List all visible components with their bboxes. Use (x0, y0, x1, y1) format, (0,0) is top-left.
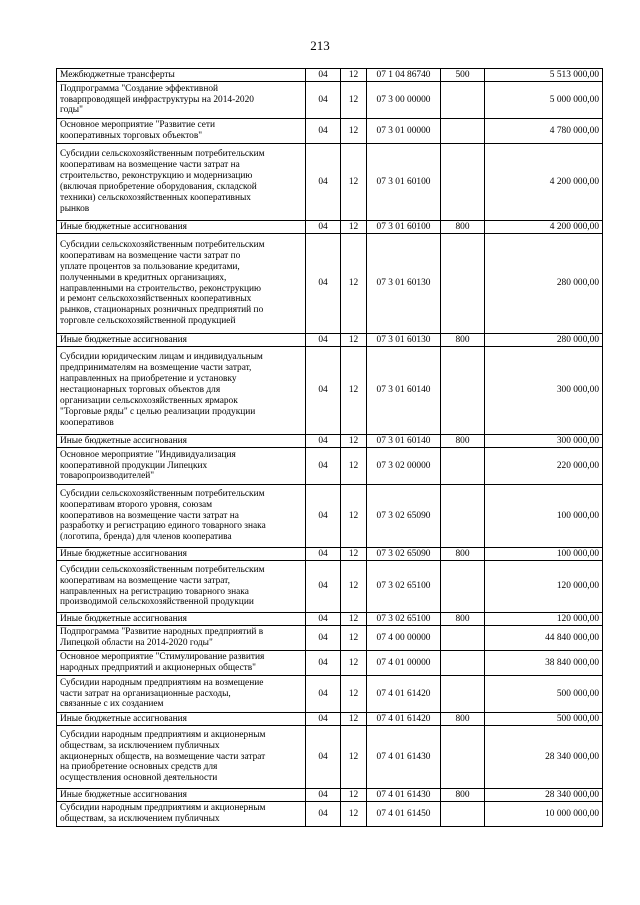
row-target-article-cell: 07 1 04 86740 (367, 69, 441, 82)
row-expense-type-cell (441, 485, 485, 548)
row-sum-cell: 100 000,00 (485, 485, 603, 548)
row-expense-type-cell: 800 (441, 334, 485, 347)
row-sum-cell: 4 200 000,00 (485, 144, 603, 221)
table-row (57, 435, 603, 448)
table-row (57, 626, 603, 651)
row-sum-cell: 220 000,00 (485, 448, 603, 485)
table-row (57, 561, 603, 613)
row-target-article-cell: 07 4 00 00000 (367, 626, 441, 651)
table-row (57, 789, 603, 802)
row-sum-cell: 500 000,00 (485, 676, 603, 713)
row-target-article-cell: 07 3 01 60100 (367, 144, 441, 221)
table-row (57, 613, 603, 626)
row-expense-type-cell: 800 (441, 435, 485, 448)
row-subsection-cell: 12 (341, 234, 367, 334)
row-sum-cell: 10 000 000,00 (485, 802, 603, 827)
row-section-cell: 04 (306, 119, 341, 144)
budget-table-body (57, 69, 603, 827)
table-row (57, 221, 603, 234)
row-subsection-cell: 12 (341, 713, 367, 726)
row-section-cell: 04 (306, 561, 341, 613)
row-expense-type-cell (441, 676, 485, 713)
row-target-article-cell: 07 3 02 65100 (367, 613, 441, 626)
row-target-article-cell: 07 4 01 00000 (367, 651, 441, 676)
table-row (57, 334, 603, 347)
row-name-cell: Субсидии народным предприятиям на возмещение части затрат на организационные расходы, связанные с их созданием (57, 676, 306, 713)
row-subsection-cell: 12 (341, 221, 367, 234)
row-name-cell: Иные бюджетные ассигнования (57, 221, 306, 234)
row-section-cell: 04 (306, 802, 341, 827)
row-subsection-cell: 12 (341, 69, 367, 82)
table-row (57, 119, 603, 144)
row-name-cell: Основное мероприятие "Развитие сети кооперативных торговых объектов" (57, 119, 306, 144)
row-sum-cell: 120 000,00 (485, 561, 603, 613)
row-sum-cell: 280 000,00 (485, 334, 603, 347)
row-section-cell: 04 (306, 435, 341, 448)
row-subsection-cell: 12 (341, 448, 367, 485)
row-expense-type-cell (441, 119, 485, 144)
row-expense-type-cell: 800 (441, 221, 485, 234)
row-name-cell: Субсидии народным предприятиям и акционерным обществам, за исключением публичных (57, 802, 306, 827)
row-expense-type-cell (441, 626, 485, 651)
row-subsection-cell: 12 (341, 802, 367, 827)
row-expense-type-cell (441, 448, 485, 485)
row-subsection-cell: 12 (341, 548, 367, 561)
row-section-cell: 04 (306, 485, 341, 548)
row-section-cell: 04 (306, 82, 341, 119)
row-name-cell: Межбюджетные трансферты (57, 69, 306, 82)
row-name-cell: Иные бюджетные ассигнования (57, 789, 306, 802)
table-row (57, 726, 603, 789)
row-sum-cell: 280 000,00 (485, 234, 603, 334)
row-sum-cell: 28 340 000,00 (485, 789, 603, 802)
row-subsection-cell: 12 (341, 485, 367, 548)
row-section-cell: 04 (306, 626, 341, 651)
row-section-cell: 04 (306, 726, 341, 789)
row-target-article-cell: 07 3 02 00000 (367, 448, 441, 485)
row-section-cell: 04 (306, 676, 341, 713)
row-section-cell: 04 (306, 69, 341, 82)
row-sum-cell: 300 000,00 (485, 435, 603, 448)
row-target-article-cell: 07 3 02 65090 (367, 485, 441, 548)
row-name-cell: Иные бюджетные ассигнования (57, 548, 306, 561)
row-section-cell: 04 (306, 713, 341, 726)
row-target-article-cell: 07 4 01 61430 (367, 726, 441, 789)
page-number: 213 (310, 38, 330, 53)
row-target-article-cell: 07 3 00 00000 (367, 82, 441, 119)
table-row (57, 548, 603, 561)
row-section-cell: 04 (306, 347, 341, 435)
row-name-cell: Иные бюджетные ассигнования (57, 435, 306, 448)
row-subsection-cell: 12 (341, 626, 367, 651)
row-name-cell: Подпрограмма "Создание эффективной товарпроводящей инфраструктуры на 2014-2020 годы" (57, 82, 306, 119)
row-sum-cell: 120 000,00 (485, 613, 603, 626)
row-name-cell: Основное мероприятие "Индивидуализация кооперативной продукции Липецких товаропроизводителей" (57, 448, 306, 485)
row-name-cell: Субсидии юридическим лицам и индивидуальным предпринимателям на возмещение части затрат, направленных на приобретение и установку нестационарных торговых объектов для организации сельскохозяйственных ярмарок "Торговые ряды" с целью реализации продукции кооперативов (57, 347, 306, 435)
row-target-article-cell: 07 3 01 60140 (367, 435, 441, 448)
row-subsection-cell: 12 (341, 676, 367, 713)
row-sum-cell: 5 513 000,00 (485, 69, 603, 82)
row-sum-cell: 4 200 000,00 (485, 221, 603, 234)
row-expense-type-cell: 800 (441, 613, 485, 626)
row-sum-cell: 5 000 000,00 (485, 82, 603, 119)
budget-table (56, 68, 603, 827)
row-section-cell: 04 (306, 334, 341, 347)
row-target-article-cell: 07 4 01 61450 (367, 802, 441, 827)
row-expense-type-cell (441, 651, 485, 676)
row-target-article-cell: 07 3 01 00000 (367, 119, 441, 144)
row-target-article-cell: 07 4 01 61420 (367, 676, 441, 713)
row-subsection-cell: 12 (341, 561, 367, 613)
row-sum-cell: 38 840 000,00 (485, 651, 603, 676)
table-row (57, 713, 603, 726)
row-expense-type-cell (441, 802, 485, 827)
row-sum-cell: 500 000,00 (485, 713, 603, 726)
row-target-article-cell: 07 3 02 65090 (367, 548, 441, 561)
row-name-cell: Подпрограмма "Развитие народных предприятий в Липецкой области на 2014-2020 годы" (57, 626, 306, 651)
row-section-cell: 04 (306, 548, 341, 561)
table-row (57, 448, 603, 485)
table-row (57, 82, 603, 119)
table-row (57, 144, 603, 221)
table-row (57, 234, 603, 334)
row-subsection-cell: 12 (341, 334, 367, 347)
row-target-article-cell: 07 3 01 60130 (367, 234, 441, 334)
row-target-article-cell: 07 4 01 61420 (367, 713, 441, 726)
row-section-cell: 04 (306, 221, 341, 234)
row-subsection-cell: 12 (341, 435, 367, 448)
table-row (57, 485, 603, 548)
row-expense-type-cell (441, 144, 485, 221)
row-subsection-cell: 12 (341, 789, 367, 802)
row-name-cell: Субсидии сельскохозяйственным потребительским кооперативам на возмещение части затрат на строительство, реконструкцию и модернизацию (включая приобретение оборудования, складской техники) сельскохозяйственных кооперативных рынков (57, 144, 306, 221)
row-expense-type-cell (441, 82, 485, 119)
row-section-cell: 04 (306, 789, 341, 802)
row-name-cell: Субсидии сельскохозяйственным потребительским кооперативам на возмещение части затрат по уплате процентов за пользование кредитами, полученными в кредитных организациях, направленными на строительство, реконструкцию и ремонт сельскохозяйственных кооперативных рынков, стационарных розничных предприятий по торговле сельскохозяйственной продукцией (57, 234, 306, 334)
row-expense-type-cell (441, 234, 485, 334)
row-sum-cell: 4 780 000,00 (485, 119, 603, 144)
row-name-cell: Субсидии сельскохозяйственным потребительским кооперативам второго уровня, союзам кооперативов на возмещение части затрат на разработку и регистрацию единого товарного знака (логотипа, бренда) для членов кооператива (57, 485, 306, 548)
row-target-article-cell: 07 3 01 60140 (367, 347, 441, 435)
row-expense-type-cell (441, 347, 485, 435)
row-name-cell: Иные бюджетные ассигнования (57, 713, 306, 726)
row-subsection-cell: 12 (341, 726, 367, 789)
row-name-cell: Субсидии народным предприятиям и акционерным обществам, за исключением публичных акционерных обществ, на возмещение части затрат на приобретение основных средств для осуществления основной деятельности (57, 726, 306, 789)
row-target-article-cell: 07 3 01 60130 (367, 334, 441, 347)
row-section-cell: 04 (306, 144, 341, 221)
row-sum-cell: 300 000,00 (485, 347, 603, 435)
row-sum-cell: 28 340 000,00 (485, 726, 603, 789)
row-name-cell: Иные бюджетные ассигнования (57, 613, 306, 626)
table-row (57, 676, 603, 713)
row-target-article-cell: 07 4 01 61430 (367, 789, 441, 802)
table-row (57, 69, 603, 82)
row-subsection-cell: 12 (341, 82, 367, 119)
table-row (57, 651, 603, 676)
row-expense-type-cell (441, 726, 485, 789)
row-subsection-cell: 12 (341, 347, 367, 435)
row-sum-cell: 100 000,00 (485, 548, 603, 561)
row-section-cell: 04 (306, 613, 341, 626)
row-expense-type-cell: 800 (441, 789, 485, 802)
row-expense-type-cell: 800 (441, 548, 485, 561)
row-name-cell: Иные бюджетные ассигнования (57, 334, 306, 347)
row-target-article-cell: 07 3 01 60100 (367, 221, 441, 234)
row-section-cell: 04 (306, 234, 341, 334)
row-name-cell: Субсидии сельскохозяйственным потребительским кооперативам на возмещение части затрат, направленных на регистрацию товарного знака производимой сельскохозяйственной продукции (57, 561, 306, 613)
row-section-cell: 04 (306, 448, 341, 485)
row-expense-type-cell: 800 (441, 713, 485, 726)
row-name-cell: Основное мероприятие "Стимулирование развития народных предприятий и акционерных обществ" (57, 651, 306, 676)
row-target-article-cell: 07 3 02 65100 (367, 561, 441, 613)
row-expense-type-cell: 500 (441, 69, 485, 82)
row-sum-cell: 44 840 000,00 (485, 626, 603, 651)
table-row (57, 802, 603, 827)
table-row (57, 347, 603, 435)
row-subsection-cell: 12 (341, 144, 367, 221)
row-expense-type-cell (441, 561, 485, 613)
row-subsection-cell: 12 (341, 651, 367, 676)
row-subsection-cell: 12 (341, 613, 367, 626)
row-subsection-cell: 12 (341, 119, 367, 144)
row-section-cell: 04 (306, 651, 341, 676)
